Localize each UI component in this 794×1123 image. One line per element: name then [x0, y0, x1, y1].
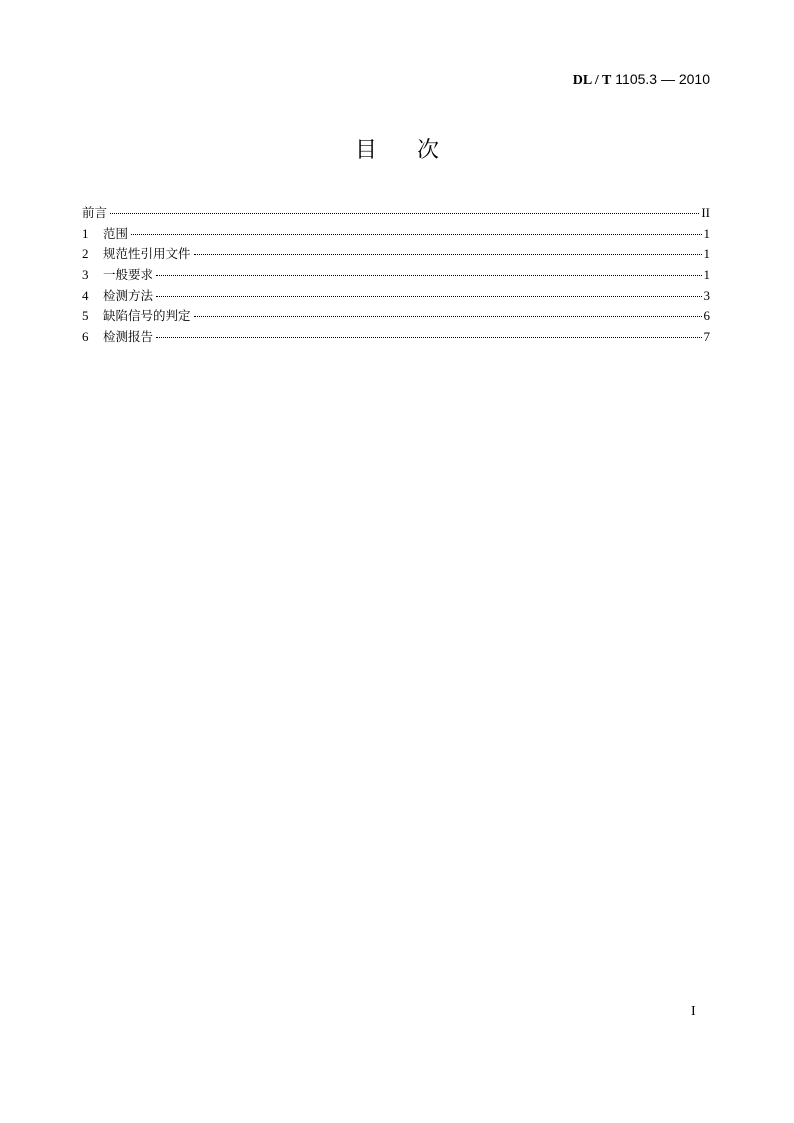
toc-entry-label: 范围: [103, 225, 129, 241]
toc-entry-label: 缺陷信号的判定: [103, 308, 191, 324]
toc-entry-number: 2: [82, 246, 89, 262]
toc-entry-number: 3: [82, 267, 89, 283]
toc-entry-number: 5: [82, 308, 89, 324]
toc-entry-page: 1: [703, 225, 710, 241]
leader-dots: [194, 254, 702, 255]
table-of-contents: [82, 203, 710, 348]
toc-entry-number: 1: [82, 225, 89, 241]
toc-entry-number: 6: [82, 329, 89, 345]
toc-entry-label: 一般要求: [103, 267, 154, 283]
toc-entry-page: 3: [703, 287, 710, 303]
leader-dots: [156, 296, 701, 297]
toc-entry-4[interactable]: [82, 286, 710, 307]
toc-entry-label: 检测方法: [103, 287, 154, 303]
toc-entry-label: 规范性引用文件: [103, 246, 191, 262]
document-code-prefix: DL / T: [572, 73, 612, 88]
toc-entry-3[interactable]: [82, 265, 710, 286]
toc-entry-page: 1: [703, 246, 710, 262]
toc-entry-2[interactable]: [82, 244, 710, 265]
toc-entry-5[interactable]: [82, 306, 710, 327]
leader-dots: [194, 316, 702, 317]
document-code: [573, 70, 710, 90]
toc-entry-page: 7: [703, 329, 710, 345]
page-number: I: [691, 1004, 696, 1019]
leader-dots: [156, 275, 701, 276]
leader-dots: [110, 213, 699, 214]
toc-entry-page: 6: [703, 308, 710, 324]
document-code-number: 1105.3 — 2010: [615, 71, 710, 87]
leader-dots: [131, 234, 701, 235]
page-title: 目次: [354, 138, 479, 163]
toc-entry-label: 检测报告: [103, 329, 154, 345]
toc-entry-number: 4: [82, 287, 89, 303]
toc-entry-6[interactable]: [82, 327, 710, 348]
toc-entry-page: II: [701, 205, 710, 220]
toc-entry-label: 前言: [82, 205, 108, 220]
toc-entry-foreword[interactable]: [82, 203, 710, 224]
leader-dots: [156, 337, 701, 338]
toc-entry-1[interactable]: [82, 224, 710, 245]
toc-entry-page: 1: [703, 267, 710, 283]
